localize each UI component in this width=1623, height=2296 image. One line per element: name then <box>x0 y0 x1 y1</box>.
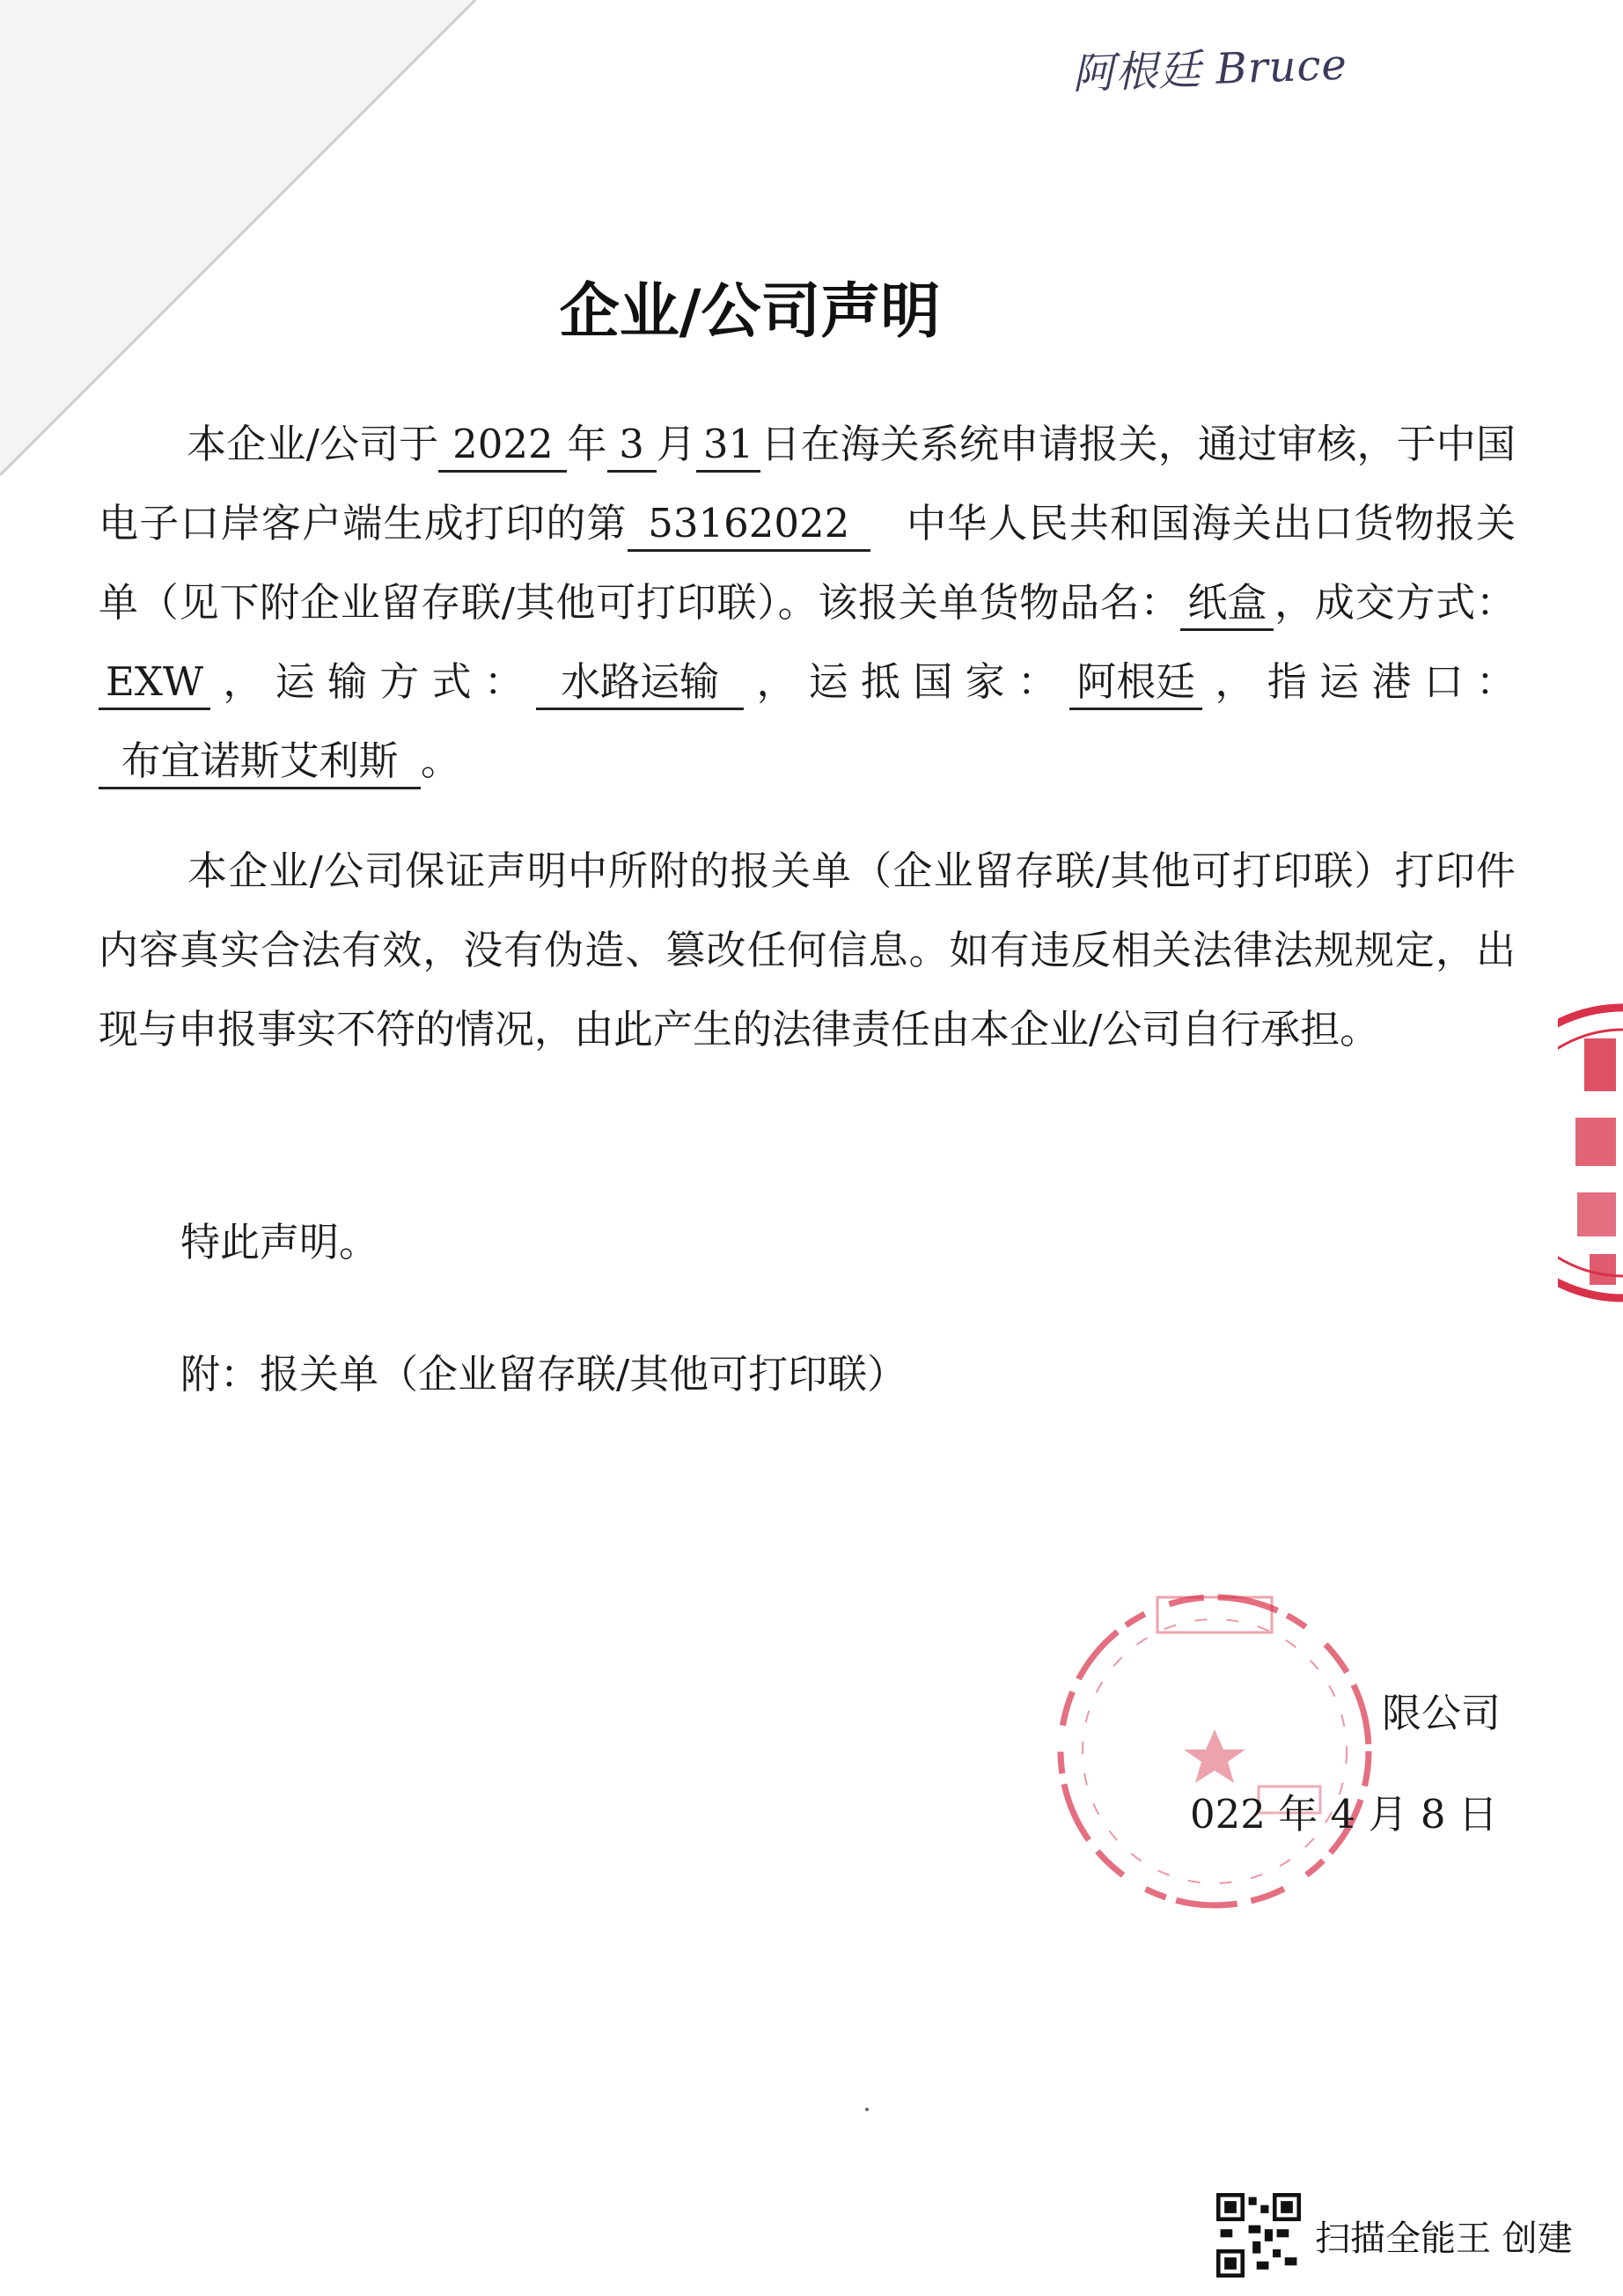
qr-code-icon <box>1216 2193 1301 2278</box>
transport-mode-field: 水路运输 <box>536 657 744 710</box>
date-day-label: 日 <box>1458 1791 1498 1838</box>
text-span: ，运输方式： <box>210 658 537 705</box>
text-span: ，成交方式： <box>1274 579 1516 626</box>
signing-date <box>1190 1782 1498 1839</box>
attachment-line: 附：报关单（企业留存联/其他可打印联） <box>180 1351 907 1397</box>
day-field: 31 <box>696 419 760 473</box>
text-span: 中华人民共和国海关出口货物报关单（见下附企业留存联/其他可打印联）。该报关单货物品名： <box>99 500 1516 626</box>
text-span: 日在海关系统申请报关，通过审核，于中国电子口岸客户端生成打印的第 <box>99 421 1516 546</box>
destination-port-field: 布宜诺斯艾利斯 <box>99 736 421 789</box>
paragraph-guarantee <box>99 832 1516 1069</box>
year-field: 2022 <box>438 419 567 473</box>
trade-terms-field: EXW <box>99 657 210 710</box>
company-name-suffix: 限公司 <box>1382 1690 1502 1736</box>
guarantee-text: 本企业/公司保证声明中所附的报关单（企业留存联/其他可打印联）打印件内容真实合法有效，没有伪造、篡改任何信息。如有违反相关法律法规规定，出现与申报事实不符的情况，由此产生的法律责任由本企业/公司自行承担。 <box>99 847 1516 1053</box>
date-year-label: 年 <box>1278 1791 1318 1838</box>
company-seal-stamp <box>1039 1575 1391 1927</box>
date-month: 4 <box>1330 1791 1356 1838</box>
text-span: ，运抵国家： <box>744 658 1070 705</box>
text-span: ，指运港口： <box>1202 658 1516 705</box>
text-span: 年 <box>567 421 607 467</box>
scan-speck <box>865 2108 869 2111</box>
paragraph-declaration <box>99 405 1516 801</box>
destination-country-field: 阿根廷 <box>1069 657 1202 710</box>
handwritten-note: 阿根廷 Bruce <box>1071 40 1348 99</box>
edge-seal-stamp <box>1558 1003 1623 1302</box>
statement-line: 特此声明。 <box>180 1219 379 1265</box>
goods-name-field: 纸盒 <box>1180 577 1274 631</box>
date-year: 022 <box>1190 1791 1266 1838</box>
document-title: 企业/公司声明 <box>559 277 941 347</box>
text-span: 本企业/公司于 <box>187 421 439 467</box>
date-month-label: 月 <box>1368 1791 1408 1838</box>
month-field: 3 <box>607 419 657 473</box>
scanner-watermark <box>1216 2193 1573 2278</box>
declaration-number-field: 53162022 <box>628 498 870 552</box>
text-span: 。 <box>421 737 461 784</box>
date-day: 8 <box>1420 1791 1446 1838</box>
text-span: 月 <box>656 421 696 467</box>
scanner-app-credit: 扫描全能王 创建 <box>1315 2218 1573 2259</box>
